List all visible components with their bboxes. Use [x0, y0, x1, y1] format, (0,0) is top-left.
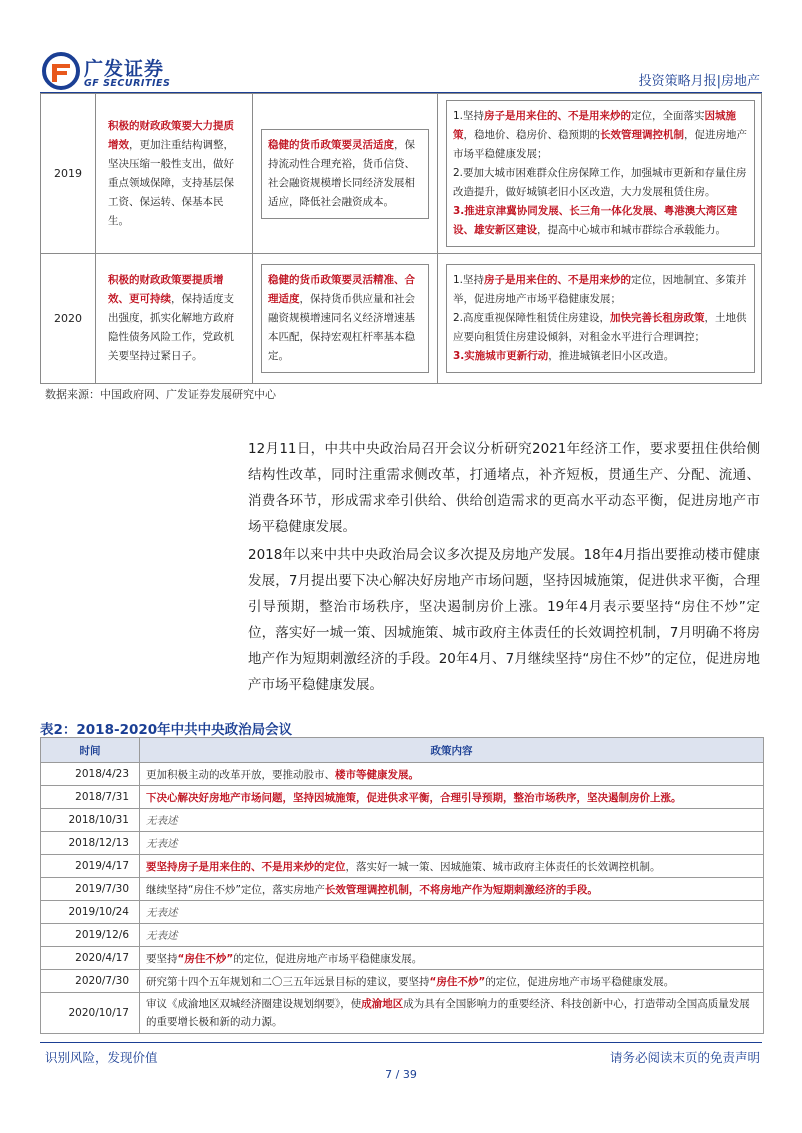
- text-segment: 定位，全面落实: [631, 110, 705, 123]
- table-row: [41, 855, 764, 878]
- table-row: [41, 809, 764, 832]
- table-row: [41, 254, 762, 384]
- table-row: [41, 924, 764, 947]
- table-row: [41, 993, 764, 1034]
- text-segment: 的定位，促进房地产市场平稳健康发展。: [485, 975, 675, 988]
- fiscal-highlight: 积极的财政政策要大力提质增效: [108, 119, 234, 151]
- text-highlight: 3.推进京津冀协同发展、长三角一体化发展、粤港澳大湾区建设、雄安新区建设: [453, 205, 738, 237]
- content-cell: [140, 947, 764, 970]
- text-segment: 定位，因地制宜、多策并举，促进房地产市场平稳健康发展；: [453, 274, 747, 306]
- text-segment: 的定位，促进房地产市场平稳健康发展。: [233, 952, 423, 965]
- fiscal-text: ，更加注重结构调整，坚决压缩一般性支出，做好重点领域保障，支持基层保工资、保运转、保基本民生。: [108, 138, 234, 227]
- content-cell: [140, 970, 764, 993]
- table-header-row: [41, 738, 764, 763]
- text-segment: ，稳地价、稳房价、稳预期的: [463, 129, 600, 142]
- text-highlight: 长效管理调控机制，不将房地产作为短期刺激经济的手段。: [324, 883, 598, 896]
- text-segment: 更加积极主动的改革开放，要推动股市、: [146, 768, 335, 781]
- policy-point-3: [453, 347, 748, 366]
- table-title: 表2：2018-2020年中共中央政治局会议: [40, 722, 293, 738]
- text-segment: 2.高度重视保障性租赁住房建设，: [453, 312, 611, 325]
- fiscal-policy-cell: [96, 94, 253, 254]
- content-cell: 无表述: [140, 924, 764, 947]
- text-segment: 要坚持: [146, 952, 178, 965]
- date-cell: 2019/10/24: [41, 901, 140, 924]
- company-logo: [42, 52, 182, 94]
- property-policy-cell: [438, 94, 762, 254]
- date-cell: 2020/7/30: [41, 970, 140, 993]
- text-highlight: 房子是用来住的、不是用来炒的: [484, 274, 632, 287]
- policy-point-2: [453, 309, 748, 347]
- fiscal-highlight: 积极的财政政策要提质增效、更可持续: [108, 274, 224, 306]
- date-cell: 2018/7/31: [41, 786, 140, 809]
- text-segment: 1.坚持: [453, 110, 485, 123]
- text-segment: ，土地供应要向租赁住房建设倾斜，对租金水平进行合理调控；: [453, 312, 747, 344]
- footer-slogan: 识别风险，发现价值: [45, 1050, 158, 1065]
- text-highlight: 楼市等健康发展。: [335, 768, 419, 781]
- logo-english-name: GF SECURITIES: [84, 78, 171, 89]
- politburo-meetings-table: [40, 737, 764, 1034]
- footer-divider: [40, 1042, 762, 1043]
- body-paragraph: 2018年以来中共中央政治局会议多次提及房地产发展。18年4月指出要推动楼市健康发展，7月提出要下决心解决好房地产市场问题，坚持因城施策，促进供求平衡，合理引导预期，整治市场秩序，坚决遏制房价上涨。19年4月表示要坚持“房住不炒”定位，落实好一城一策、因城施策、城市政府主体责任的长效调控机制，7月明确不将房地产作为短期刺激经济的手段。20年4月、7月继续坚持“房住不炒”的定位，促进房地产市场平稳健康发展。: [248, 547, 760, 693]
- text-segment: ，提高中心城市和城市群综合承载能力。: [537, 224, 726, 237]
- text-segment: ，促进房地产市场平稳健康发展；: [453, 129, 747, 161]
- text-highlight: “房住不炒”: [177, 952, 234, 965]
- monetary-highlight: 稳健的货币政策要灵活适度: [268, 138, 394, 151]
- monetary-policy-cell: [253, 254, 438, 384]
- text-segment: ，推进城镇老旧小区改造。: [548, 350, 675, 363]
- text-highlight: 加快完善长租房政策: [610, 312, 705, 325]
- text-segment: 研究第十四个五年规划和二〇三五年远景目标的建议，要坚持: [146, 975, 430, 988]
- date-cell: 2020/4/17: [41, 947, 140, 970]
- table-row: [41, 947, 764, 970]
- content-cell: 无表述: [140, 832, 764, 855]
- date-cell: 2018/4/23: [41, 763, 140, 786]
- gf-logo-icon: [42, 52, 80, 90]
- table-row: [41, 832, 764, 855]
- report-category: 投资策略月报|房地产: [638, 74, 760, 89]
- text-highlight: “房住不炒”: [429, 975, 486, 988]
- date-cell: 2019/12/6: [41, 924, 140, 947]
- content-cell: 无表述: [140, 809, 764, 832]
- text-highlight: 下决心解决好房地产市场问题，坚持因城施策，促进供求平衡，合理引导预期，整治市场秩序，坚决遏制房价上涨。: [146, 791, 682, 804]
- year-cell: 2020: [41, 254, 96, 384]
- text-segment: 成为具有全国影响力的重要经济、科技创新中心，打造带动全国高质量发展的重要增长极和新的动力源。: [146, 998, 750, 1028]
- content-cell: 无表述: [140, 901, 764, 924]
- policy-point-1: [453, 107, 748, 164]
- table-row: [41, 763, 764, 786]
- text-segment: ，落实好一城一策、因城施策、城市政府主体责任的长效调控机制。: [345, 860, 661, 873]
- content-cell: [140, 993, 764, 1034]
- text-highlight: 3.实施城市更新行动: [453, 350, 549, 363]
- text-segment: 继续坚持“房住不炒”定位，落实房地产: [146, 883, 325, 896]
- date-cell: 2018/10/31: [41, 809, 140, 832]
- table-row: [41, 970, 764, 993]
- monetary-text: ，保持货币供应量和社会融资规模增速同名义经济增速基本匹配，保持宏观杠杆率基本稳定。: [268, 293, 415, 363]
- monetary-policy-cell: [253, 94, 438, 254]
- policy-point-3: [453, 202, 748, 240]
- date-cell: 2019/4/17: [41, 855, 140, 878]
- table-row: [41, 786, 764, 809]
- policy-point-1: [453, 271, 748, 309]
- date-cell: 2019/7/30: [41, 878, 140, 901]
- column-header-content: 政策内容: [140, 738, 764, 763]
- monetary-highlight: 稳健的货币政策要灵活精准、合理适度: [268, 274, 415, 306]
- text-segment: 审议《成渝地区双城经济圈建设规划纲要》，使: [146, 998, 362, 1010]
- column-header-date: 时间: [41, 738, 140, 763]
- content-cell: [140, 786, 764, 809]
- fiscal-text: ，保持适度支出强度，抓实化解地方政府隐性债务风险工作，党政机关要坚持过紧日子。: [108, 293, 234, 363]
- date-cell: 2020/10/17: [41, 993, 140, 1034]
- footer-disclaimer-note: 请务必阅读末页的免责声明: [609, 1050, 760, 1065]
- content-cell: [140, 763, 764, 786]
- text-highlight: 成渝地区: [361, 998, 404, 1010]
- property-policy-cell: [438, 254, 762, 384]
- date-cell: 2018/12/13: [41, 832, 140, 855]
- policy-table-continued: [40, 93, 762, 384]
- body-paragraph: 12月11日，中共中央政治局召开会议分析研究2021年经济工作，要求要扭住供给侧结构性改革，同时注重需求侧改革，打通堵点，补齐短板，贯通生产、分配、流通、消费各环节，形成需求牵引供给、供给创造需求的更高水平动态平衡，促进房地产市场平稳健康发展。: [248, 441, 760, 535]
- logo-chinese-name: 广发证券: [84, 58, 165, 80]
- year-cell: 2019: [41, 94, 96, 254]
- fiscal-policy-cell: [96, 254, 253, 384]
- text-highlight: 要坚持房子是用来住的、不是用来炒的定位: [146, 860, 346, 873]
- text-highlight: 长效管理调控机制: [600, 129, 684, 142]
- table-row: [41, 878, 764, 901]
- text-highlight: 房子是用来住的、不是用来炒的: [484, 110, 632, 123]
- monetary-text: ，保持流动性合理充裕，货币信贷、社会融资规模增长同经济发展相适应，降低社会融资成本。: [268, 138, 415, 208]
- data-source-note: 数据来源：中国政府网、广发证券发展研究中心: [45, 388, 276, 401]
- content-cell: [140, 855, 764, 878]
- text-highlight: 因城施策: [453, 110, 737, 142]
- content-cell: [140, 878, 764, 901]
- table-row: [41, 901, 764, 924]
- page-number: 7 / 39: [385, 1068, 417, 1081]
- text-segment: 1.坚持: [453, 274, 485, 287]
- table-row: [41, 94, 762, 254]
- policy-point-2: 2.要加大城市困难群众住房保障工作，加强城市更新和存量住房改造提升，做好城镇老旧小区改造，大力发展租赁住房。: [453, 167, 747, 199]
